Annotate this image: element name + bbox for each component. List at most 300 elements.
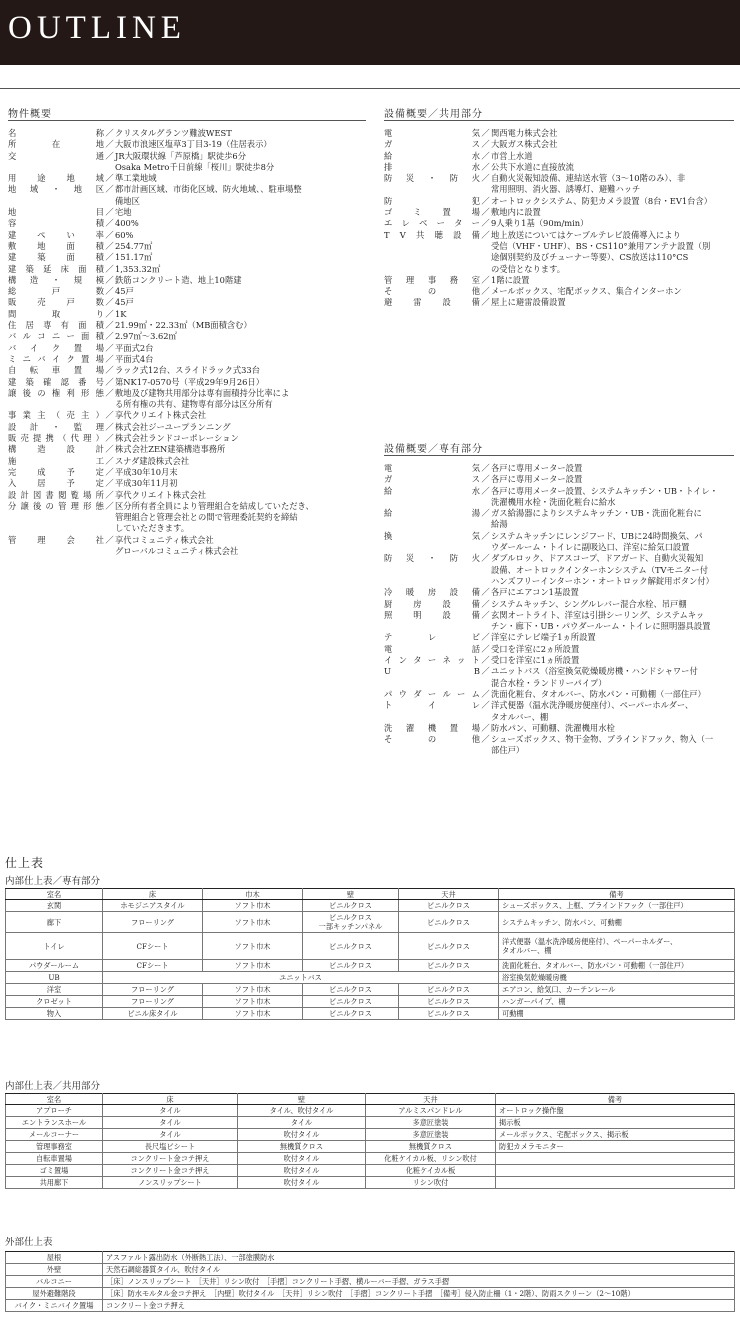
equip-private-separator: ／ — [481, 463, 490, 473]
equip-private-value: 洗面化粧台、タオルバー、防水パン・可動棚（一部住戸） — [491, 688, 706, 699]
property-section-title: 物件概要 — [8, 109, 52, 120]
equip-private-label: そ の 他 — [384, 734, 480, 745]
property-label: 譲 後 の 権 利 形 態 — [8, 387, 104, 398]
equip-common-value: 敷地内に設置 — [491, 207, 541, 218]
common-cell-floor: ノンスリップシート — [103, 1177, 238, 1189]
property-value: 60% — [115, 229, 134, 240]
property-label: 建 築 面 積 — [8, 252, 104, 263]
property-value: 45戸 — [115, 297, 134, 308]
property-value: 1K — [115, 308, 127, 319]
property-value: 2.97㎡～3.62㎡ — [115, 331, 177, 342]
equip-private-label: 給 湯 — [384, 508, 480, 519]
private-cell-base: ソフト巾木 — [203, 996, 303, 1008]
property-separator: ／ — [105, 240, 114, 251]
exterior-cell-name: 外壁 — [6, 1264, 103, 1276]
equip-private-separator: ／ — [481, 734, 490, 745]
equip-private-label: 給 水 — [384, 485, 480, 496]
equip-common-value: オートロックシステム、防犯カメラ設置（8台・EV1台含） — [491, 195, 712, 206]
equip-private-value: 受口を洋室に1ヵ所設置 — [491, 655, 580, 666]
equip-common-row — [384, 162, 736, 173]
private-finish-title: 内部仕上表／専有部分 — [5, 876, 101, 887]
common-table-row — [6, 1165, 735, 1177]
private-cell-room: 玄関 — [6, 900, 103, 912]
equip-private-label: 冷 暖 房 設 備 — [384, 587, 480, 598]
equip-private-separator: ／ — [481, 508, 490, 519]
equip-common-separator: ／ — [481, 286, 490, 297]
common-cell-floor: 長尺塩ビシート — [103, 1141, 238, 1153]
private-table-row — [6, 996, 735, 1008]
private-cell-ceiling: ビニルクロス — [399, 912, 499, 933]
property-row — [8, 490, 366, 501]
exterior-cell-value: コンクリート金コテ押え — [103, 1300, 735, 1312]
equip-common-separator: ／ — [481, 207, 490, 218]
property-row — [8, 422, 366, 433]
private-cell-wall: ビニルクロス — [303, 996, 399, 1008]
property-separator: ／ — [105, 252, 114, 263]
property-row — [8, 241, 366, 252]
property-row — [8, 501, 366, 535]
property-separator: ／ — [105, 421, 114, 432]
common-table-row — [6, 1117, 735, 1129]
equip-private-row — [384, 531, 736, 554]
common-table-row — [6, 1129, 735, 1141]
property-row — [8, 388, 366, 411]
common-table-row — [6, 1141, 735, 1153]
property-separator: ／ — [105, 410, 114, 421]
equip-private-separator: ／ — [481, 722, 490, 733]
property-label: 設 計 図 書 閲 覧 場 所 — [8, 489, 104, 500]
exterior-cell-name: 屋根 — [6, 1252, 103, 1264]
equip-common-label: T V 共 聴 設 備 — [384, 229, 480, 240]
property-separator: ／ — [105, 534, 114, 545]
property-label: 設 計 ・ 監 理 — [8, 421, 104, 432]
property-value: 享代クリエイト株式会社 — [115, 410, 207, 421]
private-cell-floor: フローリング — [103, 984, 203, 996]
property-label: 入 居 予 定 — [8, 478, 104, 489]
private-cell-ceiling: ビニルクロス — [399, 933, 499, 960]
exterior-cell-name: バルコニー — [6, 1276, 103, 1288]
property-value: 平面式2台 — [115, 342, 154, 353]
property-value: ラック式12台、スライドラック式33台 — [115, 365, 260, 376]
equip-common-value: 1階に設置 — [491, 274, 530, 285]
equip-private-value: 洋室にテレビ端子1ヵ所設置 — [491, 632, 596, 643]
private-cell-base: ソフト巾木 — [203, 900, 303, 912]
equip-private-spec-list — [384, 463, 736, 757]
common-cell-note — [496, 1153, 735, 1165]
equip-private-row — [384, 463, 736, 474]
property-value: 鉄筋コンクリート造、地上10階建 — [115, 274, 242, 285]
property-value: 都市計画区域、市街化区域、防火地域、、駐車場整 備地区 — [115, 184, 302, 206]
property-row — [8, 478, 366, 489]
property-row — [8, 252, 366, 263]
equip-private-separator: ／ — [481, 666, 490, 677]
common-cell-floor: タイル — [103, 1129, 238, 1141]
private-cell-note: 洗面化粧台、タオルバー、防水パン・可動棚（一部住戸） — [499, 960, 735, 972]
property-row — [8, 467, 366, 478]
property-separator: ／ — [105, 286, 114, 297]
equip-common-row — [384, 139, 736, 150]
equip-common-label: 電 気 — [384, 128, 480, 138]
equip-private-row — [384, 610, 736, 633]
property-separator: ／ — [105, 229, 114, 240]
equip-private-label: 照 明 設 備 — [384, 609, 480, 620]
equip-common-label: 管 理 事 務 室 — [384, 274, 480, 285]
exterior-cell-value: 天然石調総器質タイル、吹付タイル — [103, 1264, 735, 1276]
common-cell-room: ゴミ置場 — [6, 1165, 103, 1177]
private-table-row — [6, 900, 735, 912]
common-cell-wall: 吹付タイル — [238, 1153, 366, 1165]
exterior-cell-name: 屋外避難階段 — [6, 1288, 103, 1300]
common-cell-room: エントランスホール — [6, 1117, 103, 1129]
property-value: 21.99㎡・22.33㎡（MB面積含む） — [115, 320, 252, 331]
equip-private-value: シューズボックス、物干金物、ブラインドフック、物入（一 部住戸） — [491, 734, 714, 756]
property-separator: ／ — [105, 184, 114, 195]
property-row — [8, 309, 366, 320]
property-separator: ／ — [105, 455, 114, 466]
equip-private-value: 各戸に専用メーター設置 — [491, 474, 583, 485]
private-table-header: 巾木 — [203, 889, 303, 900]
common-finish-title: 内部仕上表／共用部分 — [5, 1081, 101, 1092]
equip-private-row — [384, 474, 736, 485]
equip-private-value: 各戸に専用メーター設置、システムキッチン・UB・トイレ・ 洗濯機用水栓・洗面化粧台に給水 — [491, 485, 718, 507]
exterior-finish-table — [5, 1251, 735, 1312]
equip-private-row — [384, 700, 736, 723]
property-row — [8, 535, 366, 558]
property-value: クリスタルグランツ難波WEST — [115, 128, 232, 138]
property-separator: ／ — [105, 331, 114, 342]
property-label: 所 在 地 — [8, 139, 104, 150]
property-value: 享代クリエイト株式会社 — [115, 489, 207, 500]
equip-private-value: 玄関オートライト、洋室は引掛シーリング、システムキッ チン・廊下・UB・パウダールーム・トイレに照明器具設置 — [491, 609, 711, 632]
equip-common-value: 公共下水道に直接放流 — [491, 161, 574, 172]
equip-private-label: U B — [384, 666, 480, 677]
property-row — [8, 331, 366, 342]
private-cell-base: ソフト巾木 — [203, 984, 303, 996]
equip-private-row — [384, 599, 736, 610]
private-cell-room: パウダールーム — [6, 960, 103, 972]
property-value: 1,353.32㎡ — [115, 263, 161, 274]
private-cell-wall: ビニルクロス — [303, 984, 399, 996]
property-separator: ／ — [105, 500, 114, 511]
equip-common-separator: ／ — [481, 128, 490, 138]
private-cell-wall: ビニルクロス — [303, 960, 399, 972]
property-value: スナダ建設株式会社 — [115, 455, 190, 466]
equip-private-row — [384, 644, 736, 655]
common-cell-room: 自転車置場 — [6, 1153, 103, 1165]
equip-common-row — [384, 207, 736, 218]
equip-private-section-title: 設備概要／専有部分 — [384, 444, 483, 455]
common-cell-note: メールボックス、宅配ボックス、掲示板 — [496, 1129, 735, 1141]
equip-common-value: メールボックス、宅配ボックス、集合インターホン — [491, 286, 682, 297]
equip-private-row — [384, 655, 736, 666]
equip-private-row — [384, 689, 736, 700]
private-cell-wall: ビニルクロス — [303, 900, 399, 912]
equip-private-label: パ ウ ダ ー ル ー ム — [384, 688, 480, 699]
property-label: 地 域 ・ 地 区 — [8, 184, 104, 195]
common-finish-table — [5, 1093, 735, 1189]
equip-private-label: 洗 濯 機 置 場 — [384, 722, 480, 733]
equip-private-value: 洋式便器（温水洗浄暖房便座付）、ペーパーホルダー、 タオルバー、棚 — [491, 700, 694, 722]
property-row — [8, 354, 366, 365]
property-value: 第NK17-0570号（平成29年9月26日） — [115, 376, 265, 387]
property-separator: ／ — [105, 342, 114, 353]
common-cell-wall: タイル — [238, 1117, 366, 1129]
equip-private-row — [384, 587, 736, 598]
equip-private-label: 厨 房 設 備 — [384, 598, 480, 609]
common-table-row — [6, 1177, 735, 1189]
equip-common-value: 自動火災報知設備、連結送水管（3～10階のみ）、非 常用照明、消火器、誘導灯、避難ハッチ — [491, 173, 686, 195]
equip-common-value: 屋上に避雷設備設置 — [491, 297, 566, 308]
property-row — [8, 151, 366, 174]
equip-common-value: 9人乗り1基（90m/min） — [491, 218, 589, 229]
exterior-cell-value: ［床］防水モルタル金コテ押え ［内壁］吹付タイル ［天井］リシン吹付 ［手摺］コンクリート手摺 ［備考］侵入防止柵（1・2階）、防雨スクリーン（2～10階） — [103, 1288, 735, 1300]
property-value: 享代コミュニティ株式会社 グローバルコミュニティ株式会社 — [115, 534, 239, 556]
property-separator: ／ — [105, 376, 114, 387]
private-cell-ceiling: ビニルクロス — [399, 996, 499, 1008]
equip-common-separator: ／ — [481, 297, 490, 308]
common-table-header: 天井 — [366, 1094, 496, 1105]
private-cell-floor: フローリング — [103, 996, 203, 1008]
common-cell-room: 管理事務室 — [6, 1141, 103, 1153]
common-table-header: 床 — [103, 1094, 238, 1105]
property-value: 株式会社ジーユープランニング — [115, 421, 231, 432]
property-row — [8, 173, 366, 184]
equip-common-separator: ／ — [481, 161, 490, 172]
equip-common-row — [384, 275, 736, 286]
property-value: 平成30年10月末 — [115, 466, 178, 477]
property-label: 名 称 — [8, 128, 104, 138]
common-cell-ceiling: 多意匠塗装 — [366, 1129, 496, 1141]
exterior-table-row — [6, 1264, 735, 1276]
exterior-table-row — [6, 1276, 735, 1288]
property-row — [8, 297, 366, 308]
private-cell-note: 浴室換気乾燥暖房機 — [499, 972, 735, 984]
private-cell-base: ソフト巾木 — [203, 933, 303, 960]
property-separator: ／ — [105, 173, 114, 184]
equip-common-label: ガ ス — [384, 139, 480, 150]
equip-private-separator: ／ — [481, 474, 490, 485]
property-value: 大阪市浪速区塩草3丁目3-19（住居表示） — [115, 139, 272, 150]
property-separator: ／ — [105, 207, 114, 218]
property-label: 交 通 — [8, 150, 104, 161]
private-cell-wall: ビニルクロス — [303, 933, 399, 960]
private-cell-note: 洋式便器（温水洗浄暖房便座付）、ペーパーホルダー、 タオルバー、棚 — [499, 933, 735, 960]
property-value: 400% — [115, 218, 139, 229]
property-value: JR大阪環状線「芦原橋」駅徒歩6分 Osaka Metro千日前線「桜川」駅徒歩8分 — [115, 150, 275, 172]
equip-common-row — [384, 128, 736, 139]
common-table-header: 室名 — [6, 1094, 103, 1105]
exterior-cell-value: ［床］ノンスリップシート ［天井］リシン吹付 ［手摺］コンクリート手摺、横ルーバー手摺、ガラス手摺 — [103, 1276, 735, 1288]
private-table-row — [6, 912, 735, 933]
property-row — [8, 218, 366, 229]
exterior-table-row — [6, 1288, 735, 1300]
equip-common-label: そ の 他 — [384, 286, 480, 297]
private-cell-base: ソフト巾木 — [203, 912, 303, 933]
equip-private-value: ユニットバス（浴室換気乾燥暖房機・ハンドシャワー付 混合水栓・ランドリーパイプ） — [491, 666, 698, 688]
private-cell-note: シューズボックス、上框、ブラインドフック（一部住戸） — [499, 900, 735, 912]
equip-common-label: 避 雷 設 備 — [384, 297, 480, 308]
private-cell-ceiling: ビニルクロス — [399, 1008, 499, 1020]
property-separator: ／ — [105, 139, 114, 150]
equip-private-label: ト イ レ — [384, 700, 480, 711]
property-row — [8, 343, 366, 354]
property-separator: ／ — [105, 489, 114, 500]
equip-private-label: 電 気 — [384, 463, 480, 473]
equip-private-separator: ／ — [481, 632, 490, 643]
private-cell-room: クロゼット — [6, 996, 103, 1008]
property-label: 敷 地 面 積 — [8, 240, 104, 251]
equip-private-value: ガス給湯器によりシステムキッチン・UB・洗面化粧台に 給湯 — [491, 508, 702, 530]
equip-private-row — [384, 632, 736, 643]
equip-common-value: 関西電力株式会社 — [491, 128, 558, 138]
property-separator: ／ — [105, 478, 114, 489]
property-label: 販 売 提 携 （ 代 理 ） — [8, 433, 104, 444]
common-cell-floor: コンクリート金コテ押え — [103, 1153, 238, 1165]
equip-private-row — [384, 734, 736, 757]
page-title: OUTLINE — [8, 10, 186, 46]
private-cell-room: 物入 — [6, 1008, 103, 1020]
property-title-rule — [8, 120, 366, 121]
common-cell-wall: 吹付タイル — [238, 1129, 366, 1141]
common-table-row — [6, 1153, 735, 1165]
equip-private-separator: ／ — [481, 609, 490, 620]
equip-private-separator: ／ — [481, 655, 490, 666]
equip-private-value: 各戸にエアコン1基設置 — [491, 587, 579, 598]
common-cell-note — [496, 1177, 735, 1189]
common-cell-wall: タイル、吹付タイル — [238, 1105, 366, 1117]
common-cell-note: 掲示板 — [496, 1117, 735, 1129]
private-cell-room: 廊下 — [6, 912, 103, 933]
property-row — [8, 184, 366, 207]
equip-common-value: 大阪ガス株式会社 — [491, 139, 558, 150]
property-row — [8, 264, 366, 275]
private-table-header: 床 — [103, 889, 203, 900]
equip-common-row — [384, 286, 736, 297]
property-label: 建 築 延 床 面 積 — [8, 263, 104, 274]
private-cell-note: ハンガーパイプ、棚 — [499, 996, 735, 1008]
private-table-row — [6, 1008, 735, 1020]
common-cell-ceiling: リシン吹付 — [366, 1177, 496, 1189]
property-row — [8, 377, 366, 388]
private-table-header: 室名 — [6, 889, 103, 900]
property-value: 株式会社ZEN建築構造事務所 — [115, 444, 226, 455]
equip-common-label: 防 災 ・ 防 火 — [384, 173, 480, 184]
exterior-finish-title: 外部仕上表 — [5, 1237, 53, 1248]
private-cell-wall: ビニルクロス 一部キッチンパネル — [303, 912, 399, 933]
private-finish-table — [5, 888, 735, 1020]
property-label: 用 途 地 域 — [8, 173, 104, 184]
equip-private-separator: ／ — [481, 598, 490, 609]
property-label: 販 売 戸 数 — [8, 297, 104, 308]
common-cell-floor: コンクリート金コテ押え — [103, 1165, 238, 1177]
property-value: 準工業地域 — [115, 173, 157, 184]
property-separator: ／ — [105, 263, 114, 274]
equip-private-separator: ／ — [481, 643, 490, 654]
property-label: 総 戸 数 — [8, 286, 104, 297]
property-label: 分 譲 後 の 管 理 形 態 — [8, 500, 104, 511]
property-label: 構 造 ・ 規 模 — [8, 274, 104, 285]
private-table-row — [6, 933, 735, 960]
equip-private-row — [384, 723, 736, 734]
common-cell-room: 共用廊下 — [6, 1177, 103, 1189]
common-cell-wall: 吹付タイル — [238, 1177, 366, 1189]
equip-common-value: 市営上水道 — [491, 150, 533, 161]
property-value: 平面式4台 — [115, 353, 154, 364]
common-cell-ceiling: 無機質クロス — [366, 1141, 496, 1153]
private-table-header: 備考 — [499, 889, 735, 900]
property-value: 平成30年11月初 — [115, 478, 178, 489]
equip-private-label: 防 災 ・ 防 火 — [384, 553, 480, 564]
property-separator: ／ — [105, 150, 114, 161]
property-label: 完 成 予 定 — [8, 466, 104, 477]
private-cell-span: ユニットバス — [103, 972, 499, 984]
equip-private-value: 防水パン、可動棚、洗濯機用水栓 — [491, 722, 615, 733]
common-cell-room: メールコーナー — [6, 1129, 103, 1141]
equip-common-row — [384, 230, 736, 275]
property-label: 事 業 主 （ 売 主 ） — [8, 410, 104, 421]
private-table-row — [6, 972, 735, 984]
exterior-cell-value: アスファルト露出防水（外断熱工法）、一部塗膜防水 — [103, 1252, 735, 1264]
equip-private-label: イ ン タ ー ネ ッ ト — [384, 655, 480, 666]
equip-common-label: 防 犯 — [384, 195, 480, 206]
exterior-cell-name: バイク・ミニバイク置場 — [6, 1300, 103, 1312]
equip-common-row — [384, 151, 736, 162]
equip-common-value: 地上放送についてはケーブルテレビ設備導入により 受信（VHF・UHF）、BS・CS110°兼用アンテナ設置（別 途個別契約及びチューナー等要）、CS放送は110°CS の受信となります。 — [491, 229, 711, 274]
property-label: バ ル コ ニ ー 面 積 — [8, 331, 104, 342]
common-table-row — [6, 1105, 735, 1117]
header-banner — [0, 0, 740, 65]
property-label: 容 積 — [8, 218, 104, 229]
private-table-header: 天井 — [399, 889, 499, 900]
equip-private-row — [384, 553, 736, 587]
property-separator: ／ — [105, 218, 114, 229]
property-label: 地 目 — [8, 207, 104, 218]
exterior-table-row — [6, 1300, 735, 1312]
common-cell-ceiling: 化粧ケイカル板、リシン吹付 — [366, 1153, 496, 1165]
equip-common-row — [384, 218, 736, 229]
common-cell-note: オートロック操作盤 — [496, 1105, 735, 1117]
property-row — [8, 410, 366, 421]
equip-common-separator: ／ — [481, 150, 490, 161]
common-cell-note — [496, 1165, 735, 1177]
private-table-row — [6, 984, 735, 996]
equip-private-separator: ／ — [481, 688, 490, 699]
equip-common-separator: ／ — [481, 173, 490, 184]
finish-schedule-title: 仕上表 — [5, 856, 45, 870]
property-row — [8, 139, 366, 150]
property-value: 敷地及び建物共用部分は専有面積持分比率によ る所有権の共有、建物専有部分は区分所有 — [115, 387, 290, 410]
private-cell-base: ソフト巾木 — [203, 960, 303, 972]
equip-private-row — [384, 508, 736, 531]
private-cell-room: UB — [6, 972, 103, 984]
equip-private-separator: ／ — [481, 587, 490, 598]
private-cell-floor: フローリング — [103, 912, 203, 933]
private-cell-wall: ビニルクロス — [303, 1008, 399, 1020]
equip-private-row — [384, 486, 736, 509]
property-label: 住 居 専 有 面 積 — [8, 320, 104, 331]
equip-private-separator: ／ — [481, 530, 490, 541]
private-cell-floor: ホモジニアスタイル — [103, 900, 203, 912]
common-cell-ceiling: 多意匠塗装 — [366, 1117, 496, 1129]
common-cell-wall: 吹付タイル — [238, 1165, 366, 1177]
property-label: 施 工 — [8, 455, 104, 466]
property-separator: ／ — [105, 320, 114, 331]
property-label: 建 築 確 認 番 号 — [8, 376, 104, 387]
equip-private-row — [384, 666, 736, 689]
common-cell-floor: タイル — [103, 1105, 238, 1117]
equip-private-label: テ レ ビ — [384, 632, 480, 643]
equip-common-separator: ／ — [481, 218, 490, 229]
